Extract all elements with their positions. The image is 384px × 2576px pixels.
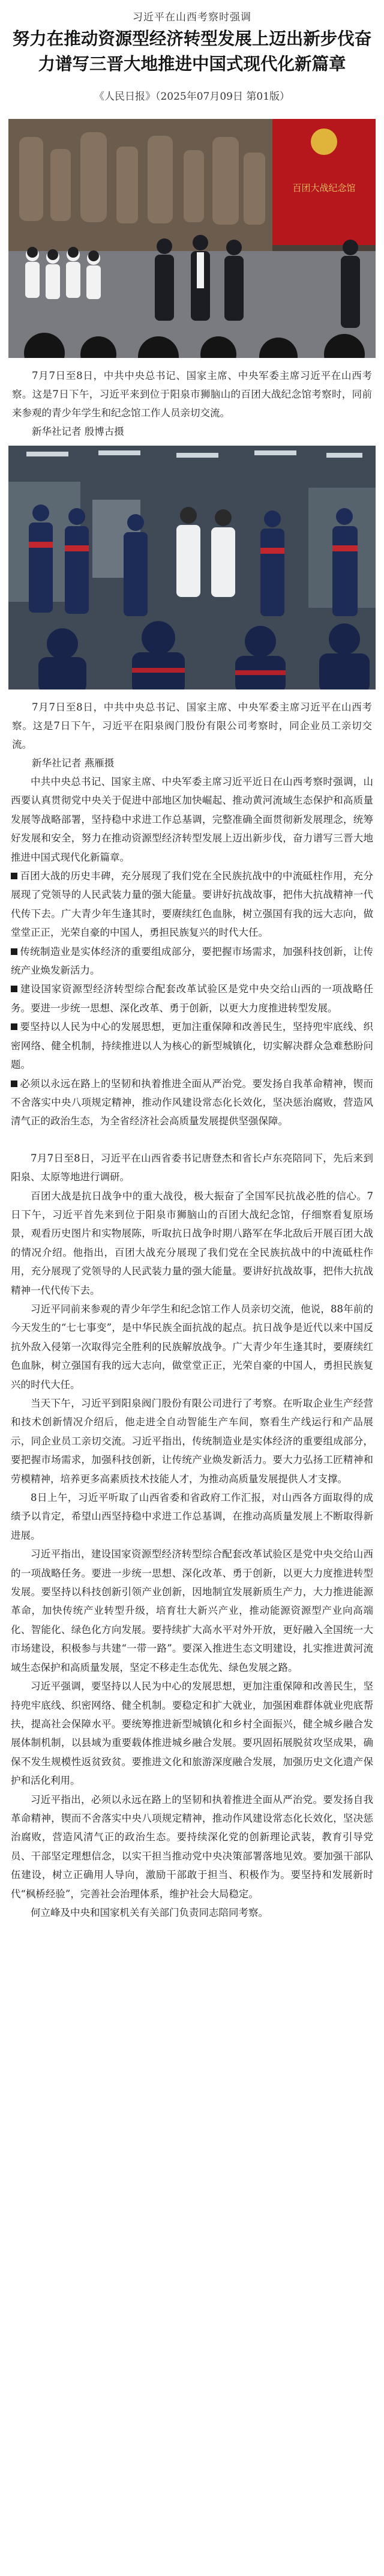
- source-line: 《人民日报》（2025年07月09日 第01版）: [94, 91, 290, 103]
- banner-text: 百团大战纪念馆: [292, 183, 356, 193]
- photo-memorial-hall-illustration: [8, 119, 376, 358]
- photo-factory-byline: 新华社记者 燕雁摄: [32, 757, 115, 769]
- body-paragraph: 习近平指出，必须以永远在路上的坚韧和执着推进全面从严治党。要发扬自我革命精神，锲而不舍落实中央八项规定精神，推动作风建设常态化长效化，坚决惩治腐败，营造风清气正的政治生态。要持续深化党的创新理论武装，教育引导党员、干部坚定理想信念，以实干担当推动党中央决策部署落地见效。要加强干部队伍建设，树立正确用人导向，激励干部敢于担当、积极作为。要坚持和发展新时代“枫桥经验”，完善社会治理体系，维护社会大局稳定。: [11, 1793, 373, 1900]
- body-paragraph: 习近平同前来参观的青少年学生和纪念馆工作人员亲切交流，他说，88年前的今天发生的“七七事变”，是中华民族全面抗战的起点。抗日战争是近代以来中国反抗外敌入侵第一次取得完全胜利的民族解放战争。广大青少年生逢其时，要赓续红色血脉，树立强国有我的远大志向，做堂堂正正，光荣自豪的中国人，勇担民族复兴的时代大任。: [11, 1303, 373, 1390]
- body-paragraph: 习近平强调，要坚持以人民为中心的发展思想，更加注重保障和改善民生，坚持兜牢底线、织密网络、健全机制。要稳定和扩大就业，加强困难群体就业兜底帮扶，提高社会保障水平。要统筹推进新型城镇化和乡村全面振兴，健全城乡融合发展体制机制，以县域为重要载体推进城乡融合发展。要巩固拓展脱贫攻坚成果，确保不发生规模性返贫致贫。要推进文化和旅游深度融合发展，加强历史文化遗产保护和活化利用。: [11, 1680, 373, 1787]
- square-bullet-icon: [11, 986, 17, 992]
- highlight-text: 建设国家资源型经济转型综合配套改革试验区是党中央交给山西的一项战略任务。要进一步统一思想、深化改革、勇于创新，以更大力度推进转型发展。: [11, 983, 373, 1014]
- highlight-item: [11, 867, 373, 942]
- photo-factory-caption: 7月7日至8日，中共中央总书记、国家主席、中央军委主席习近平在山西考察。这是7日下午，习近平在阳泉阀门股份有限公司考察时，同企业员工亲切交流。: [12, 702, 372, 750]
- photo-factory: [8, 446, 376, 689]
- body-paragraph: 7月7日至8日，习近平在山西省委书记唐登杰和省长卢东亮陪同下，先后来到阳泉、太原等地进行调研。: [11, 1152, 373, 1183]
- photo-factory-illustration: [8, 446, 376, 689]
- highlight-text: 百团大战的历史丰碑，充分展现了我们党在全民族抗战中的中流砥柱作用，充分展现了党领导的人民武装力量的强大能量。要讲好抗战故事，把伟大抗战精神一代代传下去。广大青少年生逢其时，要赓续红色血脉，树立强国有我的远大志向，做堂堂正正，光荣自豪的中国人，勇担民族复兴的时代大任。: [11, 870, 373, 939]
- highlight-item: [11, 1017, 373, 1074]
- body-paragraph: 8日上午，习近平听取了山西省委和省政府工作汇报，对山西各方面取得的成绩予以肯定，希望山西坚持稳中求进工作总基调，在推动高质量发展上不断取得新进展。: [11, 1492, 373, 1541]
- photo-memorial-hall-byline: 新华社记者 殷博古摄: [32, 426, 124, 437]
- photo-memorial-hall-caption: 7月7日至8日，中共中央总书记、国家主席、中央军委主席习近平在山西考察。这是7日下午，习近平来到位于阳泉市狮脑山的百团大战纪念馆考察时，同前来参观的青少年学生和纪念馆工作人员亲切交流。: [12, 370, 372, 419]
- square-bullet-icon: [11, 1023, 17, 1030]
- body-paragraph: 当天下午，习近平到阳泉阀门股份有限公司进行了考察。在听取企业生产经营和技术创新情况介绍后，他走进全自动智能生产车间，察看生产线运行和产品展示，同企业员工亲切交流。习近平指出，传统制造业是实体经济的重要组成部分，要把握市场需求，加强科技创新，让传统产业焕发新活力。要大力弘扬工匠精神和劳模精神，培养更多高素质技术技能人才，为推动高质量发展提供人才支撑。: [11, 1398, 373, 1485]
- lead-paragraph: 中共中央总书记、国家主席、中央军委主席习近平近日在山西考察时强调，山西要认真贯彻党中央关于促进中部地区加快崛起、推动黄河流域生态保护和高质量发展等战略部署，坚持稳中求进工作总基调，完整准确全面贯彻新发展理念，统筹好发展和安全，努力在推动资源型经济转型发展上迈出新步伐，奋力谱写三晋大地推进中国式现代化新篇章。: [11, 776, 373, 863]
- highlight-item: [11, 942, 373, 980]
- body-paragraph: 何立峰及中央和国家机关有关部门负责同志陪同考察。: [31, 1906, 268, 1918]
- square-bullet-icon: [11, 948, 17, 955]
- highlight-text: 要坚持以人民为中心的发展思想，更加注重保障和改善民生，坚持兜牢底线、织密网络、健全机制，持续推进以人为核心的新型城镇化，切实解决群众急难愁盼问题。: [11, 1021, 373, 1071]
- highlight-text: 必须以永远在路上的坚韧和执着推进全面从严治党。要发扬自我革命精神，锲而不舍落实中央八项规定精神，推动作风建设常态化长效化，坚决惩治腐败，营造风清气正的政治生态，为全省经济社会高质量发展提供坚强保障。: [11, 1077, 373, 1127]
- headline: 努力在推动资源型经济转型发展上迈出新步伐奋力谱写三晋大地推进中国式现代化新篇章: [12, 29, 372, 74]
- body-paragraph: 百团大战是抗日战争中的重大战役，极大振奋了全国军民抗战必胜的信心。7日下午，习近平首先来到位于阳泉市狮脑山的百团大战纪念馆，仔细察看复原场景，观看历史图片和实物展陈，听取抗日战争时期八路军在华北敌后开展百团大战的情况介绍。他指出，百团大战充分展现了我们党在全民族抗战中的中流砥柱作用，充分展现了党领导的人民武装力量的强大能量。要讲好抗战故事，把伟大抗战精神一代代传下去。: [11, 1190, 373, 1296]
- highlight-item: [11, 980, 373, 1017]
- square-bullet-icon: [11, 1080, 17, 1087]
- photo-memorial-hall: [8, 119, 376, 358]
- headline-kicker: 习近平在山西考察时强调: [133, 11, 251, 23]
- highlight-item: [11, 1074, 373, 1131]
- square-bullet-icon: [11, 873, 17, 879]
- body-paragraph: 习近平指出，建设国家资源型经济转型综合配套改革试验区是党中央交给山西的一项战略任务。要进一步统一思想、深化改革、勇于创新，以更大力度推进转型发展。要坚持以科技创新引领产业创新，因地制宜发展新质生产力，大力推进能源革命，加快传统产业转型升级，培育壮大新兴产业，推动能源资源型产业向高端化、智能化、绿色化方向发展。要持续扩大高水平对外开放，更好融入全国统一大市场建设，积极参与共建“一带一路”。要深入推进生态文明建设，扎实推进黄河流域生态保护和高质量发展，坚定不移走生态优先、绿色发展之路。: [11, 1548, 373, 1673]
- highlight-text: 传统制造业是实体经济的重要组成部分，要把握市场需求，加强科技创新，让传统产业焕发新活力。: [11, 945, 373, 977]
